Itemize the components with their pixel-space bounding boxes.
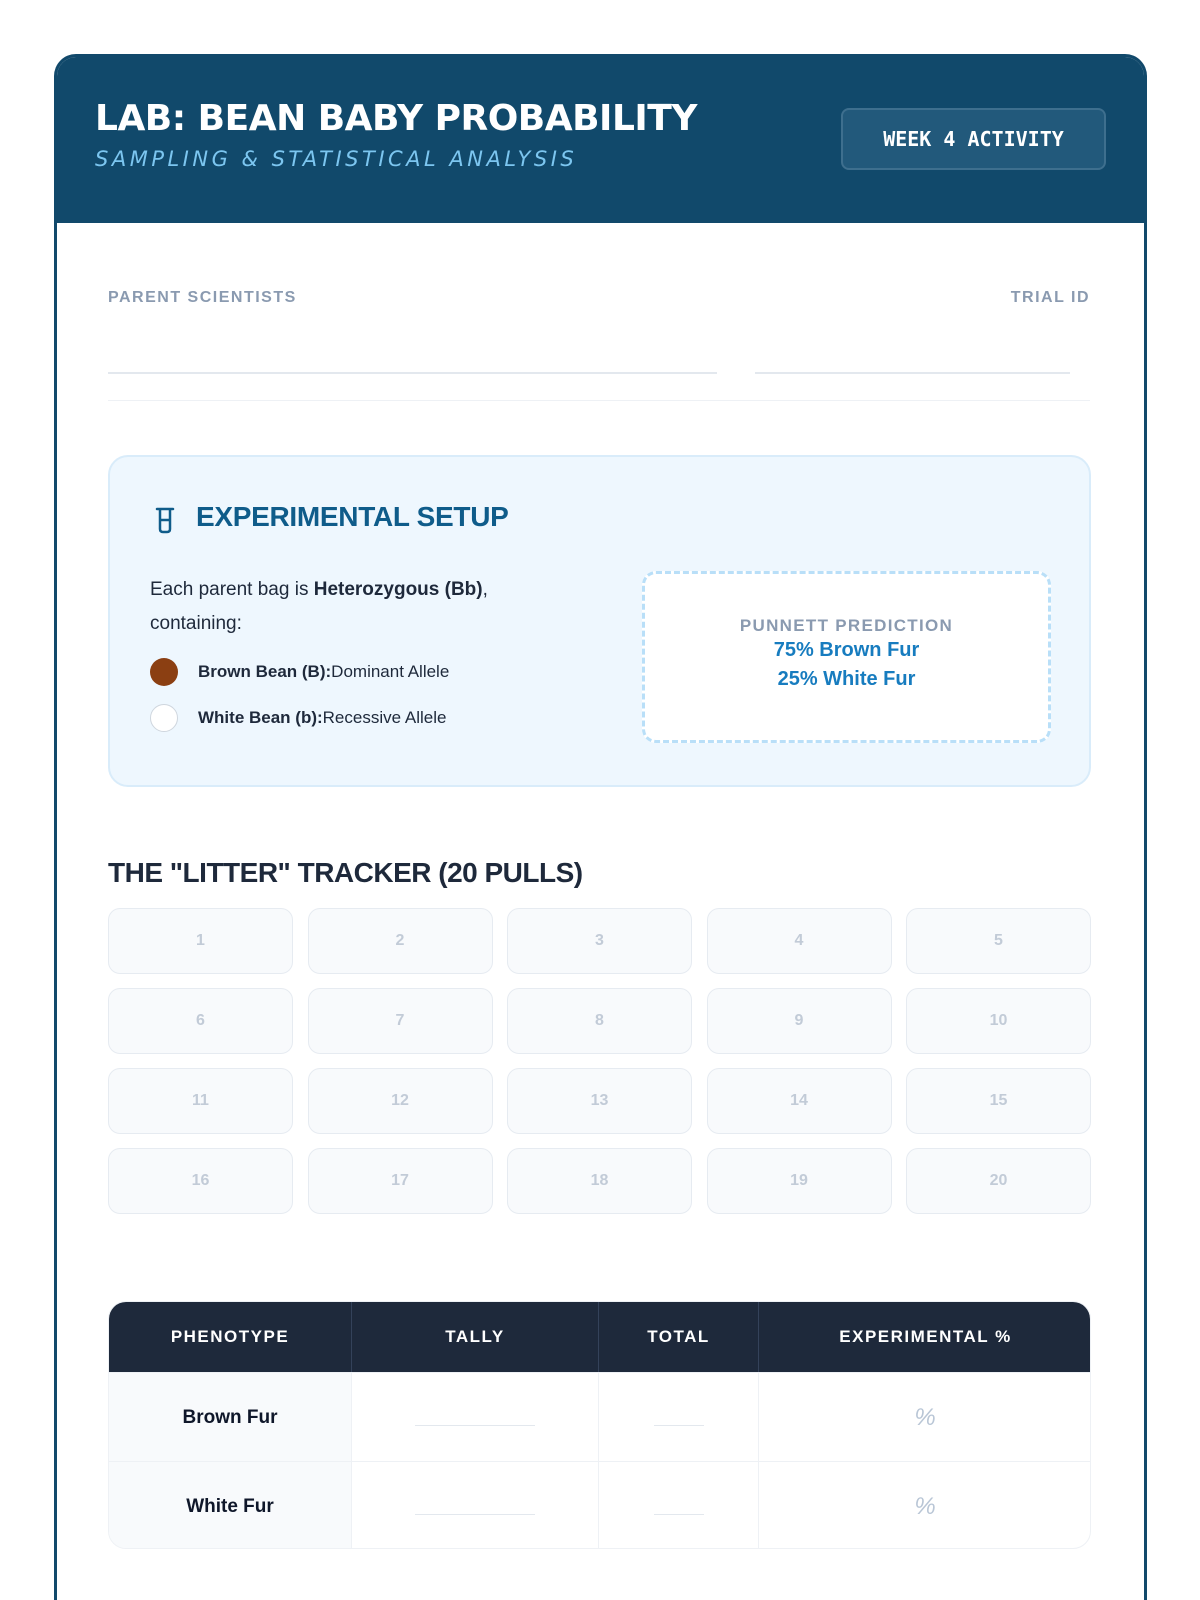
brown-bean-icon <box>150 658 178 686</box>
allele-brown <box>150 658 449 686</box>
tracker-cell-11[interactable]: 11 <box>108 1068 293 1134</box>
allele-type: Dominant Allele <box>331 662 450 681</box>
tally-input[interactable] <box>415 1514 535 1516</box>
parent-scientists-label: PARENT SCIENTISTS <box>108 289 297 306</box>
percent-cell[interactable] <box>759 1373 1091 1462</box>
tracker-cell-1[interactable]: 1 <box>108 908 293 974</box>
phenotype-cell: White Fur <box>109 1462 352 1549</box>
tracker-cell-10[interactable]: 10 <box>906 988 1091 1054</box>
allele-white <box>150 704 446 732</box>
tracker-cell-8[interactable]: 8 <box>507 988 692 1054</box>
beaker-icon <box>150 505 180 535</box>
tracker-cell-6[interactable]: 6 <box>108 988 293 1054</box>
tracker-cell-7[interactable]: 7 <box>308 988 493 1054</box>
tracker-cell-4[interactable]: 4 <box>707 908 892 974</box>
results-table <box>108 1301 1091 1549</box>
tracker-cell-12[interactable]: 12 <box>308 1068 493 1134</box>
parent-scientists-field[interactable] <box>108 372 717 374</box>
total-cell[interactable] <box>599 1462 759 1549</box>
setup-title: EXPERIMENTAL SETUP <box>196 501 509 532</box>
table-row <box>109 1372 1090 1461</box>
allele-type: Recessive Allele <box>322 708 447 727</box>
worksheet-subtitle: SAMPLING & STATISTICAL ANALYSIS <box>95 147 578 171</box>
header-total: TOTAL <box>599 1302 759 1372</box>
worksheet-header <box>57 57 1144 223</box>
tally-cell[interactable] <box>352 1373 599 1462</box>
tracker-cell-13[interactable]: 13 <box>507 1068 692 1134</box>
total-cell[interactable] <box>599 1373 759 1462</box>
experimental-setup-panel <box>108 455 1091 787</box>
tracker-cell-20[interactable]: 20 <box>906 1148 1091 1214</box>
worksheet-title: LAB: BEAN BABY PROBABILITY <box>95 98 697 139</box>
total-input[interactable] <box>654 1425 704 1427</box>
tracker-cell-2[interactable]: 2 <box>308 908 493 974</box>
percent-cell[interactable] <box>759 1462 1091 1549</box>
white-bean-icon <box>150 704 178 732</box>
table-header <box>109 1302 1090 1372</box>
tracker-cell-16[interactable]: 16 <box>108 1148 293 1214</box>
trial-id-field[interactable] <box>755 372 1070 374</box>
punnett-brown: 75% Brown Fur <box>773 639 920 661</box>
tracker-cell-3[interactable]: 3 <box>507 908 692 974</box>
total-input[interactable] <box>654 1514 704 1516</box>
punnett-label: PUNNETT PREDICTION <box>739 616 954 635</box>
tally-cell[interactable] <box>352 1462 599 1549</box>
setup-description: Each parent bag is Heterozygous (Bb), containing: <box>150 579 488 634</box>
percent-symbol: % <box>914 1492 936 1520</box>
tracker-cell-9[interactable]: 9 <box>707 988 892 1054</box>
tracker-cell-5[interactable]: 5 <box>906 908 1091 974</box>
phenotype-cell: Brown Fur <box>109 1373 352 1462</box>
tracker-cell-19[interactable]: 19 <box>707 1148 892 1214</box>
header-experimental-percent: EXPERIMENTAL % <box>839 1327 1012 1346</box>
table-row <box>109 1461 1090 1549</box>
litter-tracker-title: THE "LITTER" TRACKER (20 PULLS) <box>108 857 583 888</box>
tracker-cell-17[interactable]: 17 <box>308 1148 493 1214</box>
punnett-prediction-box <box>642 571 1051 743</box>
header-tally: TALLY <box>352 1302 599 1372</box>
tally-input[interactable] <box>415 1425 535 1427</box>
tracker-cell-18[interactable]: 18 <box>507 1148 692 1214</box>
lab-worksheet <box>54 54 1147 1600</box>
percent-symbol: % <box>914 1403 936 1431</box>
header-phenotype: PHENOTYPE <box>109 1302 352 1372</box>
allele-name: White Bean (b): <box>198 708 323 727</box>
punnett-white: 25% White Fur <box>777 668 916 690</box>
tracker-cell-15[interactable]: 15 <box>906 1068 1091 1134</box>
week-badge: WEEK 4 ACTIVITY <box>841 108 1106 170</box>
allele-name: Brown Bean (B): <box>198 662 332 681</box>
tracker-cell-14[interactable]: 14 <box>707 1068 892 1134</box>
trial-id-label: TRIAL ID <box>1010 289 1090 306</box>
divider <box>108 400 1090 401</box>
